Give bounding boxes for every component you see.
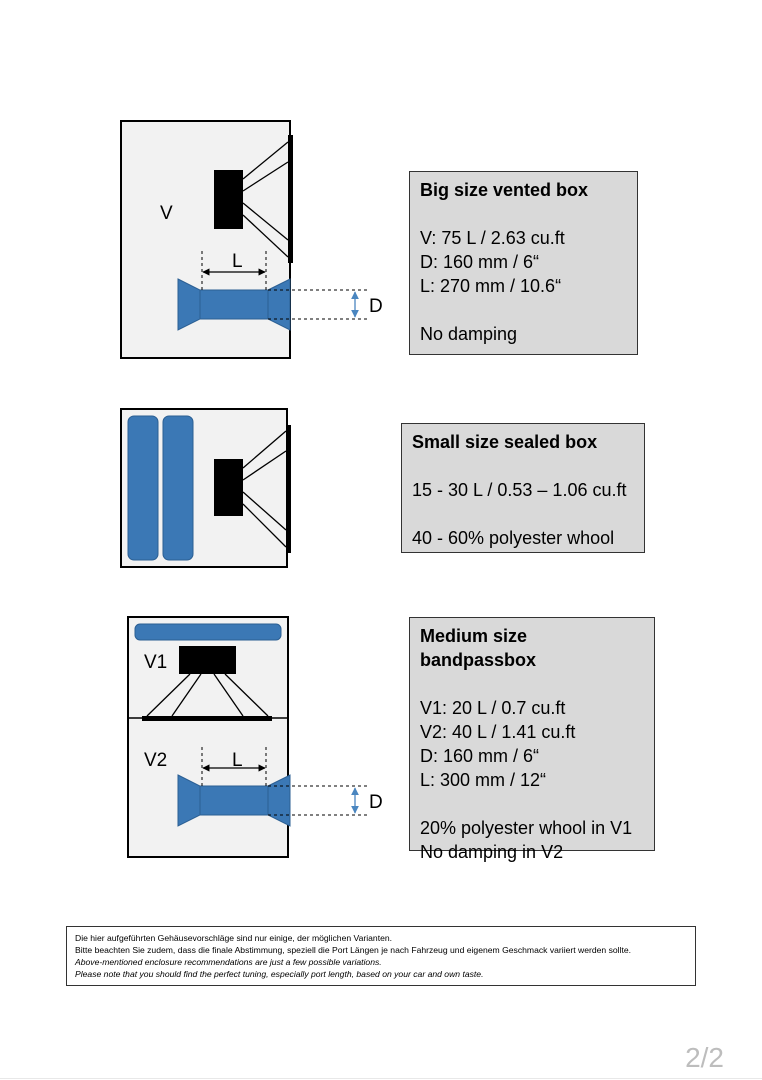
vented-spec-length: L: 270 mm / 10.6“ [420,276,562,296]
disclaimer-line-de-1: Die hier aufgeführten Gehäusevorschläge sind nur einige, der möglichen Varianten. [75,933,393,943]
bandpass-spec-title: Medium size bandpassbox [420,626,537,670]
disclaimer-line-en-2: Please note that you should find the perfect tuning, especially port length, based on your car and own taste. [75,969,484,979]
bandpass-spec-volume1: V1: 20 L / 0.7 cu.ft [420,698,566,718]
vented-spec-box [409,171,638,355]
bandpass-spec-diameter: D: 160 mm / 6“ [420,746,540,766]
bottom-rule [0,1078,762,1079]
vented-volume-label: V [160,203,173,224]
vented-diameter-label: D [369,296,383,317]
sealed-damping-right [163,416,193,560]
sealed-damping-left [128,416,158,560]
sealed-spec-title: Small size sealed box [412,432,598,452]
sealed-speaker-magnet [214,459,243,516]
vented-spec-title: Big size vented box [420,180,589,200]
bandpass-spec-box [409,617,655,862]
vented-baffle [288,135,293,263]
bandpass-diameter-label: D [369,792,383,813]
sealed-spec-damping: 40 - 60% polyester whool [412,528,615,548]
bandpass-damping-strip [135,624,281,640]
bandpass-box-diagram [128,617,383,857]
bandpass-spec-damping-v2: No damping in V2 [420,842,564,862]
bandpass-volume1-label: V1 [144,652,168,673]
bandpass-spec-length: L: 300 mm / 12“ [420,770,547,790]
page-number: 2/2 [685,1042,724,1073]
vented-length-label: L [232,251,243,272]
bandpass-speaker-magnet [179,646,236,674]
disclaimer-line-en-1: Above-mentioned enclosure recommendations are just a few possible variations. [75,957,382,967]
vented-spec-volume: V: 75 L / 2.63 cu.ft [420,228,565,248]
disclaimer-line-de-2: Bitte beachten Sie zudem, dass die finale Abstimmung, speziell die Port Längen je nach Fahrzeug und eigenem Geschmack variiert werden sollte. [75,945,632,955]
vented-enclosure [121,121,290,358]
bandpass-spec-volume2: V2: 40 L / 1.41 cu.ft [420,722,576,742]
vented-spec-diameter: D: 160 mm / 6“ [420,252,540,272]
bandpass-length-label: L [232,750,243,771]
sealed-baffle [286,425,291,553]
bandpass-speaker-baffle [142,716,272,721]
sealed-box-diagram [121,409,291,567]
vented-box-diagram [121,121,383,358]
vented-spec-damping: No damping [420,324,518,344]
sealed-spec-box [401,423,645,553]
bandpass-volume2-label: V2 [144,750,168,771]
vented-speaker-magnet [214,170,243,229]
sealed-spec-volume: 15 - 30 L / 0.53 – 1.06 cu.ft [412,480,627,500]
disclaimer-box [66,926,696,986]
bandpass-spec-damping-v1: 20% polyester whool in V1 [420,818,633,838]
